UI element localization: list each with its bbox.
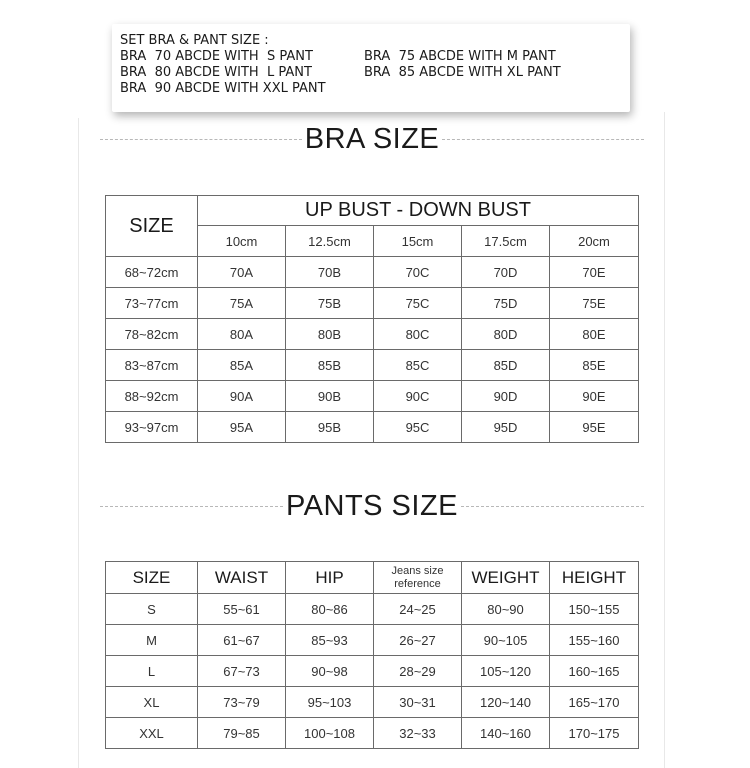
bra-size-table (105, 195, 639, 443)
dashed-divider (100, 139, 302, 140)
pants-size-title: PANTS SIZE (285, 490, 459, 522)
table-cell: 85E (550, 350, 639, 381)
table-cell: 95A (198, 412, 286, 443)
table-cell: 90A (198, 381, 286, 412)
note-text: BRA 90 ABCDE WITH XXL PANT (120, 81, 326, 96)
table-cell: 165~170 (550, 687, 639, 718)
note-line (120, 81, 630, 97)
row-size-cell: 73~77cm (106, 288, 198, 319)
row-size-cell: S (106, 594, 198, 625)
table-row (106, 718, 639, 749)
size-column-header: SIZE (106, 196, 198, 257)
dashed-divider (461, 506, 644, 507)
page-border-right (664, 112, 665, 768)
column-header: WAIST (198, 562, 286, 594)
table-cell: 150~155 (550, 594, 639, 625)
column-header: 17.5cm (462, 226, 550, 257)
row-size-cell: 68~72cm (106, 257, 198, 288)
table-cell: 80B (286, 319, 374, 350)
note-heading: SET BRA & PANT SIZE : (120, 33, 269, 48)
bust-difference-header: UP BUST - DOWN BUST (198, 196, 639, 226)
table-cell: 79~85 (198, 718, 286, 749)
table-cell: 90B (286, 381, 374, 412)
row-size-cell: 93~97cm (106, 412, 198, 443)
table-cell: 90~98 (286, 656, 374, 687)
table-cell: 26~27 (374, 625, 462, 656)
table-cell: 140~160 (462, 718, 550, 749)
table-cell: 95D (462, 412, 550, 443)
row-size-cell: XL (106, 687, 198, 718)
table-cell: 170~175 (550, 718, 639, 749)
table-cell: 28~29 (374, 656, 462, 687)
table-header-row (106, 196, 639, 226)
note-text: BRA 85 ABCDE WITH XL PANT (364, 65, 561, 80)
note-line (120, 65, 630, 81)
table-row (106, 656, 639, 687)
row-size-cell: 88~92cm (106, 381, 198, 412)
table-row (106, 625, 639, 656)
table-cell: 95~103 (286, 687, 374, 718)
row-size-cell: 78~82cm (106, 319, 198, 350)
table-cell: 85C (374, 350, 462, 381)
table-cell: 70D (462, 257, 550, 288)
table-cell: 75C (374, 288, 462, 319)
table-cell: 55~61 (198, 594, 286, 625)
table-cell: 80E (550, 319, 639, 350)
table-cell: 80~86 (286, 594, 374, 625)
table-cell: 90E (550, 381, 639, 412)
table-row (106, 412, 639, 443)
jeans-header-line: Jeans size (391, 564, 444, 577)
table-cell: 75B (286, 288, 374, 319)
table-cell: 30~31 (374, 687, 462, 718)
pants-table-body (106, 594, 639, 749)
table-cell: 75A (198, 288, 286, 319)
table-row (106, 381, 639, 412)
table-cell: 85D (462, 350, 550, 381)
note-text: BRA 70 ABCDE WITH S PANT (120, 49, 313, 64)
table-cell: 75E (550, 288, 639, 319)
dashed-divider (100, 506, 283, 507)
table-cell: 95E (550, 412, 639, 443)
column-header: SIZE (106, 562, 198, 594)
set-size-note (112, 24, 630, 112)
table-cell: 85B (286, 350, 374, 381)
table-row (106, 257, 639, 288)
table-cell: 80C (374, 319, 462, 350)
table-cell: 95B (286, 412, 374, 443)
jeans-header-line: reference (394, 577, 441, 590)
table-cell: 100~108 (286, 718, 374, 749)
column-header: 20cm (550, 226, 639, 257)
table-cell: 85A (198, 350, 286, 381)
table-cell: 70C (374, 257, 462, 288)
table-cell: 61~67 (198, 625, 286, 656)
table-cell: 90D (462, 381, 550, 412)
row-size-cell: XXL (106, 718, 198, 749)
table-row (106, 594, 639, 625)
pants-size-heading (100, 490, 644, 523)
table-cell: 160~165 (550, 656, 639, 687)
table-cell: 85~93 (286, 625, 374, 656)
table-row (106, 288, 639, 319)
pants-size-table (105, 561, 639, 749)
table-cell: 155~160 (550, 625, 639, 656)
table-cell: 70B (286, 257, 374, 288)
table-cell: 105~120 (462, 656, 550, 687)
column-header: HEIGHT (550, 562, 639, 594)
column-header: 10cm (198, 226, 286, 257)
table-cell: 32~33 (374, 718, 462, 749)
table-cell: 24~25 (374, 594, 462, 625)
table-cell: 70A (198, 257, 286, 288)
table-cell: 90~105 (462, 625, 550, 656)
table-cell: 80~90 (462, 594, 550, 625)
bra-size-title: BRA SIZE (304, 123, 440, 155)
table-cell: 75D (462, 288, 550, 319)
note-line (120, 49, 630, 65)
table-header-row (106, 562, 639, 594)
table-cell: 80D (462, 319, 550, 350)
row-size-cell: L (106, 656, 198, 687)
table-cell: 90C (374, 381, 462, 412)
table-cell: 95C (374, 412, 462, 443)
column-header-jeans (374, 562, 462, 594)
table-cell: 120~140 (462, 687, 550, 718)
table-cell: 67~73 (198, 656, 286, 687)
note-text: BRA 75 ABCDE WITH M PANT (364, 49, 556, 64)
bra-table-body (106, 257, 639, 443)
table-row (106, 350, 639, 381)
column-header: 15cm (374, 226, 462, 257)
table-cell: 70E (550, 257, 639, 288)
row-size-cell: M (106, 625, 198, 656)
dashed-divider (442, 139, 644, 140)
table-cell: 80A (198, 319, 286, 350)
bra-size-heading (100, 123, 644, 156)
column-header: HIP (286, 562, 374, 594)
table-cell: 73~79 (198, 687, 286, 718)
note-text: BRA 80 ABCDE WITH L PANT (120, 65, 312, 80)
page-border-left (78, 118, 79, 768)
table-row (106, 687, 639, 718)
column-header: 12.5cm (286, 226, 374, 257)
row-size-cell: 83~87cm (106, 350, 198, 381)
column-header: WEIGHT (462, 562, 550, 594)
table-row (106, 319, 639, 350)
